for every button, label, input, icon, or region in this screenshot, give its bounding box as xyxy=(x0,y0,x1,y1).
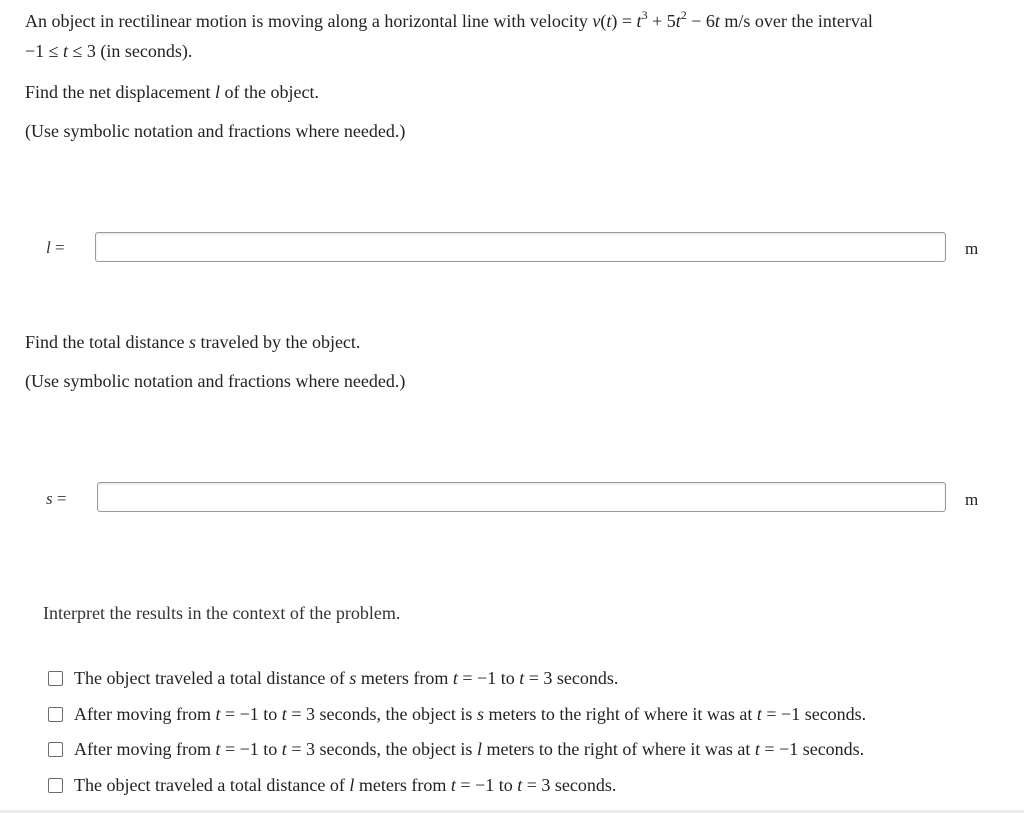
interpret-prompt: Interpret the results in the context of the problem. xyxy=(43,603,401,623)
option-3-checkbox[interactable] xyxy=(48,742,63,757)
distance-prompt: Find the total distance s traveled by the object. xyxy=(25,332,361,352)
displacement-hint: (Use symbolic notation and fractions where needed.) xyxy=(25,121,406,141)
option-3-text: After moving from t = −1 to t = 3 seconds, the object is l meters to the right of where it was at t = −1 seconds. xyxy=(74,738,865,759)
problem-statement-line-1: An object in rectilinear motion is moving along a horizontal line with velocity $v(t) = t^3 + 5t^2 - 6t$ m/s over the interval xyxy=(25,8,873,31)
displacement-unit: m xyxy=(965,239,979,258)
option-4-text: The object traveled a total distance of l meters from t = −1 to t = 3 seconds. xyxy=(74,774,617,795)
option-1-checkbox[interactable] xyxy=(48,671,63,686)
displacement-prompt: Find the net displacement l of the object. xyxy=(25,82,319,102)
distance-label: s = xyxy=(46,489,67,508)
option-4-checkbox[interactable] xyxy=(48,778,63,793)
distance-unit: m xyxy=(965,490,979,509)
interpret-option-2[interactable] xyxy=(48,702,866,726)
interpret-option-4[interactable] xyxy=(48,773,616,797)
distance-input[interactable] xyxy=(97,482,946,512)
option-2-text: After moving from t = −1 to t = 3 seconds, the object is s meters to the right of where it was at t = −1 seconds. xyxy=(74,703,867,724)
displacement-input[interactable] xyxy=(95,232,946,262)
displacement-label: l = xyxy=(46,238,65,257)
interpret-option-3[interactable] xyxy=(48,737,864,761)
interpret-option-1[interactable] xyxy=(48,666,618,690)
option-2-checkbox[interactable] xyxy=(48,707,63,722)
problem-statement-line-2: −1 ≤ t ≤ 3 (in seconds). xyxy=(25,41,193,61)
option-1-text: The object traveled a total distance of s meters from t = −1 to t = 3 seconds. xyxy=(74,667,619,688)
distance-hint: (Use symbolic notation and fractions where needed.) xyxy=(25,371,406,391)
